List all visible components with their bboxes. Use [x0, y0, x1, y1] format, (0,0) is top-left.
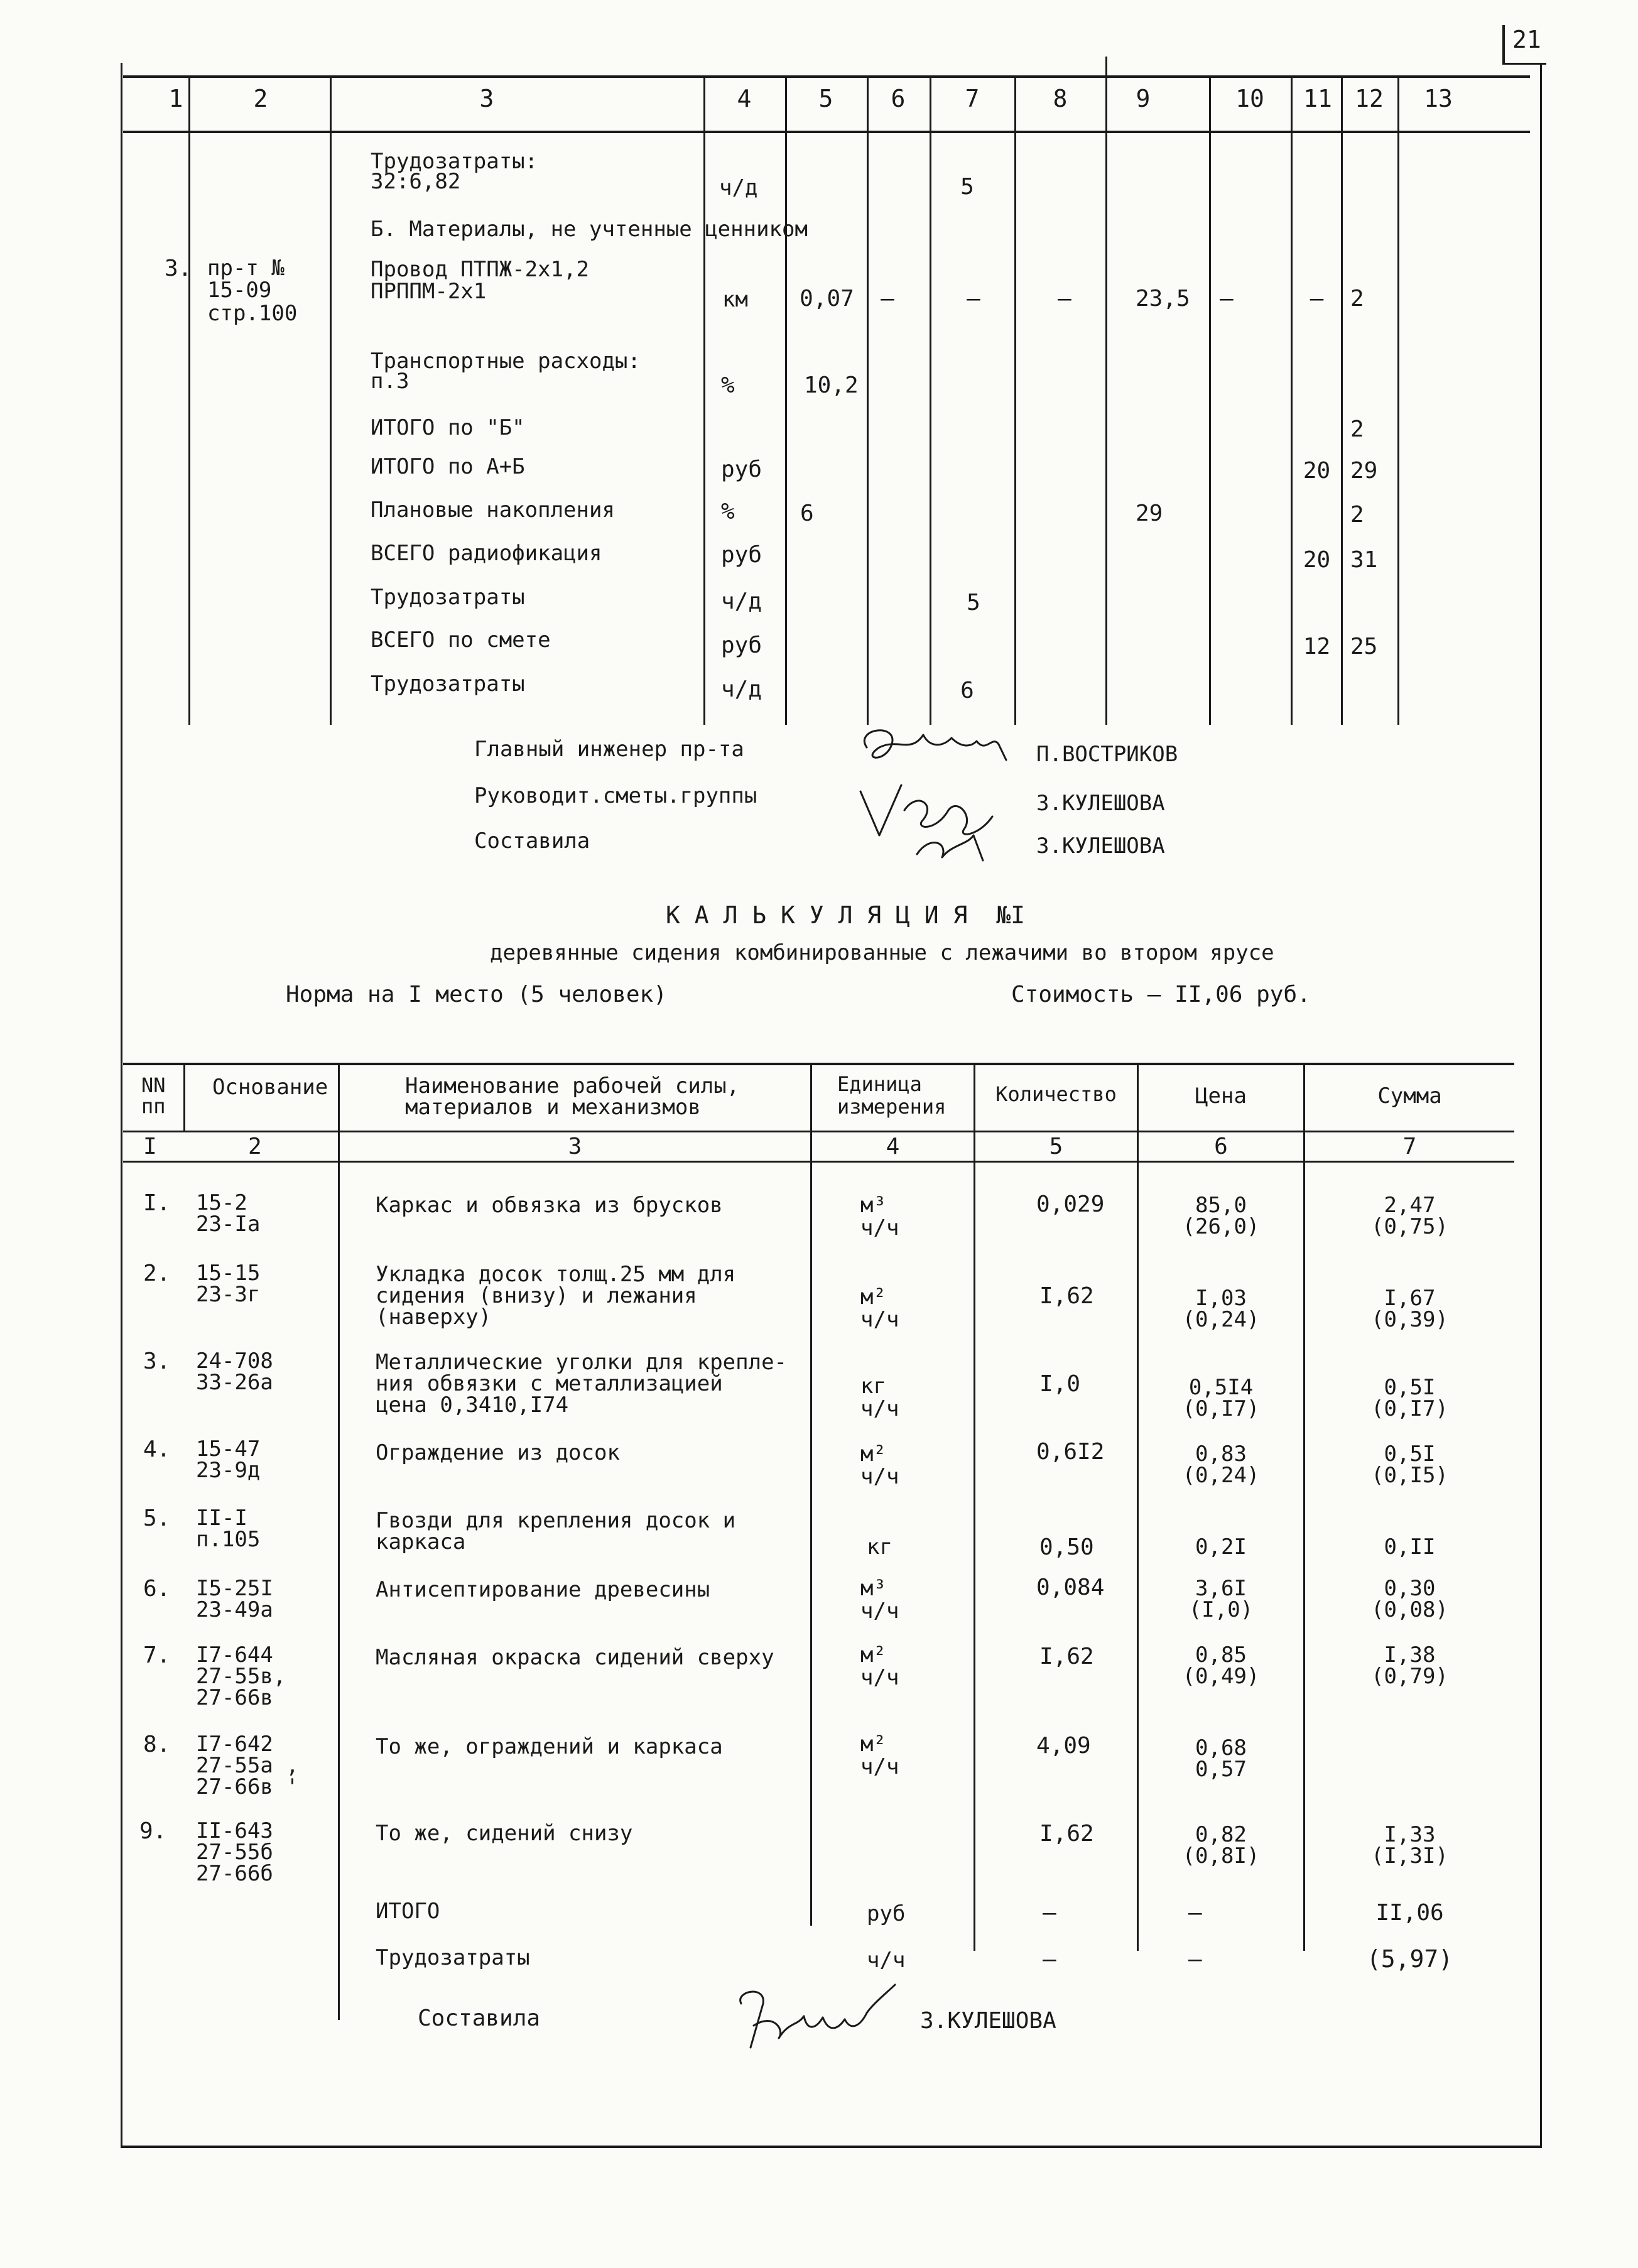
page-number: 21: [1512, 26, 1541, 53]
total-qty: –: [1043, 1946, 1056, 1972]
page-frame-bottom: [121, 2146, 1542, 2148]
row-basis: 23-3г: [196, 1282, 261, 1307]
row-sum: (0,39): [1371, 1307, 1448, 1332]
item3-c10: –: [1220, 286, 1234, 312]
section-b: Б. Материалы, не учтенные ценником: [371, 217, 808, 242]
row-name: Каркас и обвязка из брусков: [376, 1193, 723, 1218]
row-price: (0,24): [1182, 1307, 1260, 1332]
row-sum: (0,I7): [1371, 1396, 1448, 1421]
col-number: 4: [886, 1134, 900, 1159]
col-number: I: [143, 1134, 157, 1159]
row-n: 9.: [139, 1818, 167, 1844]
row-name: Масляная окраска сидений сверху: [376, 1645, 774, 1670]
row-qty: 0,029: [1036, 1191, 1105, 1217]
row-qty: 0,084: [1036, 1575, 1105, 1600]
item3-name-2: ПРППМ-2х1: [371, 279, 487, 304]
row-unit: ч/ч: [860, 1215, 899, 1240]
handwritten-signature: [842, 710, 1043, 873]
row-price: (0,49): [1182, 1664, 1260, 1689]
row-unit: м²: [860, 1441, 886, 1467]
row-basis: 27-55а ,: [196, 1753, 299, 1778]
row-sum: (0,79): [1371, 1664, 1448, 1689]
signature-name: П.ВОСТРИКОВ: [1036, 742, 1178, 767]
item3-unit: км: [722, 287, 748, 312]
item3-c12: 2: [1350, 286, 1364, 312]
row-sum: I,33: [1384, 1822, 1436, 1847]
top-row-name: ИТОГО по "Б": [371, 415, 525, 440]
row-qty: 0,6I2: [1036, 1439, 1105, 1465]
header-sum: Сумма: [1377, 1083, 1442, 1109]
signature-name: З.КУЛЕШОВА: [1036, 791, 1165, 816]
row-price: 3,6I: [1195, 1576, 1247, 1601]
col-number: 2: [248, 1134, 262, 1159]
row-price: 0,57: [1195, 1757, 1247, 1782]
top-row-unit: ч/д: [721, 589, 762, 614]
row-name: каркаса: [376, 1529, 466, 1555]
total-sum: (5,97): [1366, 1945, 1453, 1973]
calc-title: К А Л Ь К У Л Я Ц И Я №I: [666, 901, 1025, 929]
transport-unit: %: [721, 372, 735, 398]
top-row-c7: 5: [967, 590, 980, 616]
header-name-2: материалов и механизмов: [405, 1095, 701, 1120]
total-name: Трудозатраты: [376, 1945, 530, 1970]
labor-c7: 5: [960, 174, 974, 200]
calc-norm: Норма на I место (5 человек): [286, 982, 667, 1007]
row-price: (0,8I): [1182, 1843, 1260, 1869]
row-price: (I,0): [1188, 1597, 1254, 1622]
top-header-12: 12: [1355, 85, 1384, 112]
row-basis: 27-66в ': [196, 1774, 299, 1799]
page-frame-right: [1540, 63, 1542, 2148]
row-price: 0,82: [1195, 1822, 1247, 1847]
row-name: цена 0,3410,I74: [376, 1392, 569, 1418]
top-row-unit: руб: [721, 542, 762, 568]
row-unit: м³: [860, 1193, 886, 1218]
row-name: ния обвязки с металлизацией: [376, 1371, 723, 1396]
top-row-c12: 25: [1350, 634, 1378, 659]
labor-title: Трудозатраты:: [371, 149, 538, 174]
row-sum: (0,I5): [1371, 1463, 1448, 1488]
top-header-8: 8: [1053, 85, 1068, 112]
top-row-c12: 29: [1350, 458, 1378, 484]
row-sum: I,67: [1384, 1286, 1436, 1311]
labor-unit: ч/д: [719, 175, 758, 200]
top-row-name: Трудозатраты: [371, 671, 525, 697]
row-n: 4.: [143, 1436, 171, 1462]
item3-c9: 23,5: [1136, 286, 1190, 312]
row-price: (0,24): [1182, 1463, 1260, 1488]
top-row-name: ВСЕГО радиофикация: [371, 541, 602, 566]
transport-name-2: п.3: [371, 369, 410, 394]
top-row-unit: руб: [721, 632, 762, 658]
row-sum: 0,30: [1384, 1576, 1436, 1601]
top-header-10: 10: [1235, 85, 1264, 112]
row-name: То же, сидений снизу: [376, 1821, 633, 1846]
signature-role: Руководит.сметы.группы: [474, 783, 757, 808]
signature-name: З.КУЛЕШОВА: [1036, 833, 1165, 859]
row-price: 0,83: [1195, 1441, 1247, 1467]
page-frame-left: [121, 63, 122, 2148]
row-basis: I5-25I: [196, 1576, 273, 1601]
signature-role: Составила: [418, 2005, 541, 2031]
item3-c6: –: [881, 286, 894, 312]
row-name: (наверху): [376, 1305, 492, 1330]
row-sum: 0,II: [1384, 1534, 1436, 1560]
row-unit: ч/ч: [860, 1307, 899, 1332]
calc-cost: Стоимость – II,06 руб.: [1011, 982, 1311, 1007]
row-qty: I,0: [1039, 1371, 1081, 1397]
header-nn-2: пп: [141, 1094, 166, 1118]
row-price: 0,5I4: [1188, 1375, 1254, 1400]
total-sum: II,06: [1375, 1900, 1444, 1926]
top-row-c12: 31: [1350, 547, 1378, 573]
row-n: 6.: [143, 1576, 171, 1602]
row-unit: м²: [860, 1642, 886, 1668]
top-row-c9: 29: [1136, 501, 1163, 526]
row-name: Гвозди для крепления досок и: [376, 1508, 736, 1533]
item3-c11: –: [1310, 286, 1324, 312]
item3-c5: 0,07: [800, 286, 854, 312]
item3-c8: –: [1058, 286, 1071, 312]
row-basis: 15-15: [196, 1261, 261, 1286]
row-price: 0,2I: [1195, 1534, 1247, 1560]
row-price: I,03: [1195, 1286, 1247, 1311]
item3-basis-1: пр-т №: [207, 256, 285, 281]
row-unit: ч/ч: [860, 1598, 899, 1624]
top-row-unit: %: [721, 499, 735, 524]
handwritten-signature: [729, 1978, 904, 2054]
row-n: I.: [143, 1190, 171, 1216]
col-number: 3: [568, 1134, 582, 1159]
total-name: ИТОГО: [376, 1899, 440, 1924]
col-number: 6: [1214, 1134, 1228, 1159]
row-sum: I,38: [1384, 1642, 1436, 1668]
total-qty: –: [1043, 1900, 1056, 1926]
row-name: Антисептирование древесины: [376, 1577, 710, 1602]
row-sum: 2,47: [1384, 1193, 1436, 1218]
row-price: (0,I7): [1182, 1396, 1260, 1421]
top-row-name: Трудозатраты: [371, 585, 525, 610]
row-basis: I7-642: [196, 1732, 273, 1757]
transport-name-1: Транспортные расходы:: [371, 349, 641, 374]
row-qty: I,62: [1039, 1644, 1094, 1669]
row-name: Ограждение из досок: [376, 1440, 620, 1465]
row-basis: 15-47: [196, 1436, 261, 1462]
top-row-name: ВСЕГО по смете: [371, 627, 551, 653]
row-basis: II-643: [196, 1818, 273, 1843]
col-number: 5: [1049, 1134, 1063, 1159]
row-basis: 27-66в: [196, 1685, 273, 1710]
top-header-7: 7: [965, 85, 980, 112]
col-number: 7: [1402, 1134, 1417, 1159]
row-price: 0,68: [1195, 1735, 1247, 1761]
row-basis: II-I: [196, 1506, 247, 1531]
item3-c7: –: [967, 286, 980, 312]
row-qty: 4,09: [1036, 1733, 1091, 1759]
row-basis: 23-9д: [196, 1458, 261, 1483]
row-unit: кг: [867, 1534, 892, 1560]
item3-num: 3.: [165, 256, 192, 281]
row-sum: 0,5I: [1384, 1375, 1436, 1400]
row-n: 3.: [143, 1348, 171, 1374]
top-header-4: 4: [737, 85, 752, 112]
row-qty: I,62: [1039, 1283, 1094, 1309]
row-unit: ч/ч: [860, 1396, 899, 1421]
row-name: Укладка досок толщ.25 мм для: [376, 1262, 736, 1287]
top-header-2: 2: [253, 85, 268, 112]
top-header-3: 3: [479, 85, 494, 112]
row-basis: 23-Iа: [196, 1212, 261, 1237]
top-row-c5: 6: [800, 501, 814, 526]
row-unit: ч/ч: [860, 1754, 899, 1779]
row-qty: I,62: [1039, 1821, 1094, 1847]
top-header-9: 9: [1136, 85, 1151, 112]
signature-role: Составила: [474, 828, 590, 854]
bottom-table-border-top: [123, 1063, 1514, 1065]
top-header-5: 5: [818, 85, 833, 112]
total-price: –: [1188, 1946, 1202, 1972]
row-name: сидения (внизу) и лежания: [376, 1283, 697, 1308]
row-n: 2.: [143, 1261, 171, 1286]
row-qty: 0,50: [1039, 1534, 1094, 1560]
header-nn-1: NN: [141, 1073, 166, 1097]
top-row-unit: ч/д: [721, 676, 762, 702]
total-unit: руб: [867, 1901, 906, 1926]
row-basis: 24-708: [196, 1348, 273, 1374]
row-sum: 0,5I: [1384, 1441, 1436, 1467]
top-row-c7: 6: [960, 678, 974, 703]
header-qty: Количество: [995, 1082, 1117, 1106]
top-row-unit: руб: [721, 457, 762, 482]
row-n: 7.: [143, 1642, 171, 1668]
row-basis: 27-55б: [196, 1840, 273, 1865]
total-unit: ч/ч: [867, 1948, 906, 1973]
header-price: Цена: [1195, 1083, 1247, 1109]
top-row-c11: 12: [1303, 634, 1331, 659]
top-row-c11: 20: [1303, 547, 1331, 573]
top-row-name: ИТОГО по А+Б: [371, 454, 525, 479]
row-sum: (I,3I): [1371, 1843, 1448, 1869]
row-basis: 27-66б: [196, 1861, 273, 1886]
item3-basis-2: 15-09: [207, 278, 272, 303]
row-unit: м²: [860, 1284, 886, 1310]
row-basis: п.105: [196, 1527, 261, 1552]
top-row-c11: 20: [1303, 458, 1331, 484]
calc-subtitle: деревянные сидения комбинированные с лежачими во втором ярусе: [490, 940, 1274, 965]
row-n: 8.: [143, 1732, 171, 1757]
signature-role: Главный инженер пр-та: [474, 737, 744, 762]
header-unit-1: Единица: [837, 1072, 922, 1096]
transport-c5: 10,2: [804, 372, 859, 398]
row-unit: кг: [860, 1374, 886, 1399]
row-sum: (0,08): [1371, 1597, 1448, 1622]
row-basis: 15-2: [196, 1190, 247, 1215]
header-basis: Основание: [212, 1075, 328, 1100]
row-basis: I7-644: [196, 1642, 273, 1668]
top-header-11: 11: [1303, 85, 1332, 112]
row-n: 5.: [143, 1506, 171, 1531]
item3-basis-3: стр.100: [207, 301, 298, 326]
top-row-c12: 2: [1350, 416, 1364, 442]
row-price: 85,0: [1195, 1193, 1247, 1218]
row-price: (26,0): [1182, 1214, 1260, 1239]
row-basis: 23-49а: [196, 1597, 273, 1622]
item3-name-1: Провод ПТПЖ-2х1,2: [371, 257, 589, 282]
row-unit: ч/ч: [860, 1464, 899, 1489]
signature-name: З.КУЛЕШОВА: [920, 2008, 1056, 2034]
row-name: Металлические уголки для крепле-: [376, 1350, 788, 1375]
row-unit: м²: [860, 1732, 886, 1757]
row-basis: 27-55в,: [196, 1664, 286, 1689]
header-name-1: Наименование рабочей силы,: [405, 1073, 740, 1099]
row-sum: (0,75): [1371, 1214, 1448, 1239]
row-unit: м³: [860, 1576, 886, 1601]
labor-calc: 32:6,82: [371, 169, 461, 194]
top-row-name: Плановые накопления: [371, 497, 615, 523]
top-header-1: 1: [168, 85, 183, 112]
top-header-6: 6: [891, 85, 906, 112]
top-header-13: 13: [1424, 85, 1453, 112]
top-row-c12: 2: [1350, 502, 1364, 528]
top-table-border-top: [123, 75, 1530, 78]
row-basis: 33-26а: [196, 1370, 273, 1395]
row-unit: ч/ч: [860, 1665, 899, 1690]
row-price: 0,85: [1195, 1642, 1247, 1668]
row-name: То же, ограждений и каркаса: [376, 1734, 723, 1759]
header-unit-2: измерения: [837, 1095, 946, 1119]
total-price: –: [1188, 1900, 1202, 1926]
